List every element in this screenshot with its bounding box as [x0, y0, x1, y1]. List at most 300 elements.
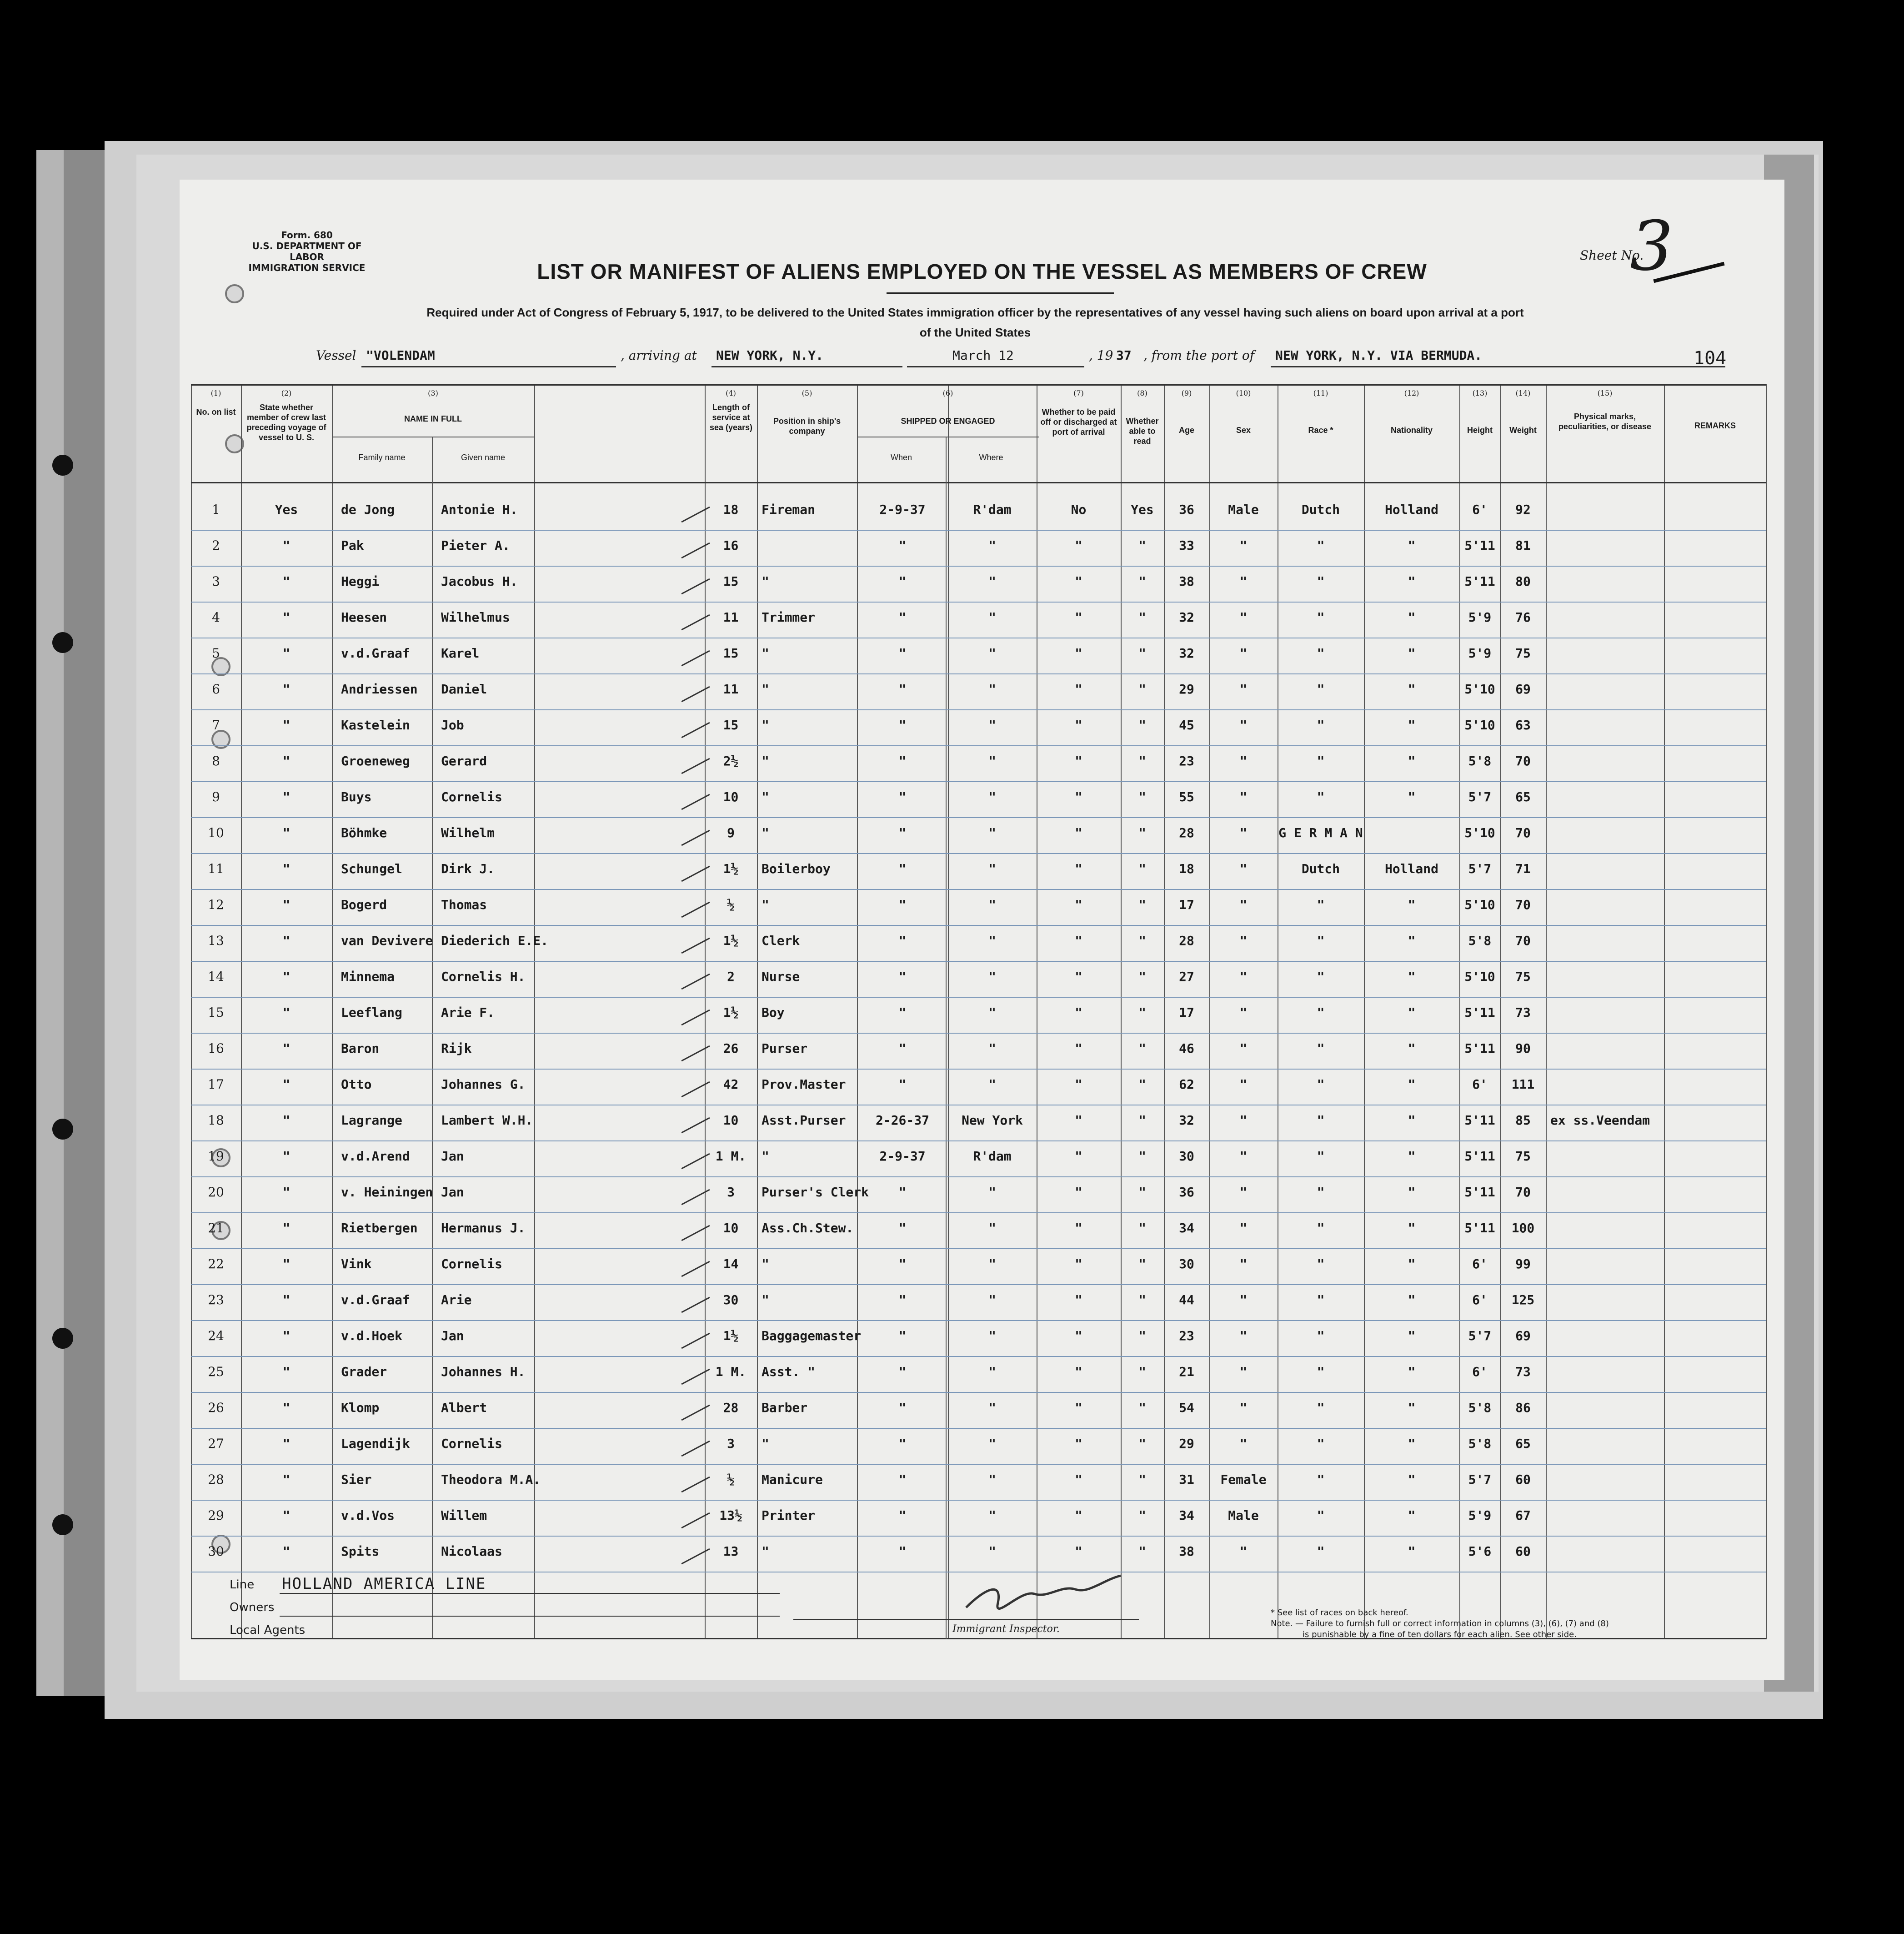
cell-service: 2	[727, 969, 735, 984]
cell-weight: 81	[1515, 538, 1531, 553]
cell-position: "	[762, 789, 769, 804]
cell-where: "	[988, 538, 996, 553]
cell-weight: 70	[1515, 1185, 1531, 1200]
cell-race: "	[1317, 1400, 1325, 1415]
cell-where: "	[988, 1508, 996, 1523]
cell-height: 5'11	[1464, 1221, 1495, 1236]
cell-race: "	[1317, 969, 1325, 984]
cell-weight: 73	[1515, 1364, 1531, 1379]
cell-sex: "	[1239, 538, 1248, 553]
subtitle	[248, 302, 1703, 342]
cell-height: 6'	[1472, 1292, 1488, 1307]
cell-height: 6'	[1472, 1364, 1488, 1379]
cell-sex: "	[1239, 1544, 1248, 1559]
col-num-13: (13)	[1472, 389, 1488, 397]
row-rule	[191, 602, 1766, 603]
cell-race: "	[1317, 1221, 1325, 1236]
row-rule	[191, 889, 1766, 890]
shipping-line-value: HOLLAND AMERICA LINE	[282, 1575, 486, 1593]
table-row	[191, 1430, 1766, 1465]
cell-nat: Holland	[1384, 502, 1438, 517]
cell-weight: 75	[1515, 646, 1531, 661]
cell-given: Rijk	[441, 1041, 472, 1056]
cell-given: Theodora M.A.	[441, 1472, 541, 1487]
table-row	[191, 1286, 1766, 1321]
cell-position: Trimmer	[762, 610, 816, 625]
cell-sex: "	[1239, 861, 1248, 876]
header-race: Race *	[1308, 426, 1333, 435]
cell-when: "	[898, 1508, 907, 1523]
cell-read: "	[1138, 1077, 1146, 1092]
header-shipped-engaged: SHIPPED OR ENGAGED	[901, 417, 995, 426]
cell-service: 1½	[723, 1005, 739, 1020]
cell-prev: "	[282, 1077, 291, 1092]
cell-age: 45	[1179, 718, 1194, 733]
cell-where: "	[988, 969, 996, 984]
cell-when: "	[898, 754, 907, 769]
cell-family: Heesen	[341, 610, 387, 625]
cell-height: 5'11	[1464, 574, 1495, 589]
cell-no: 13	[208, 933, 224, 948]
cell-nat: "	[1408, 1544, 1416, 1559]
cell-service: 15	[723, 718, 739, 733]
cell-no: 29	[208, 1508, 224, 1523]
cell-paid: "	[1075, 1185, 1082, 1200]
cell-given: Willem	[441, 1508, 487, 1523]
cell-service: ½	[727, 1472, 735, 1487]
row-rule	[191, 1284, 1766, 1285]
cell-where: "	[988, 1328, 996, 1343]
cell-sex: "	[1239, 789, 1248, 804]
subtitle-line-1: Required under Act of Congress of February 5, 1917, to be delivered to the United States immigration officer by the representatives of any vessel having such aliens on board upon arrival at a port	[426, 306, 1524, 319]
cell-service: ½	[727, 897, 735, 912]
cell-position: Baggagemaster	[762, 1328, 862, 1343]
cell-service: 30	[723, 1292, 739, 1307]
cell-height: 5'10	[1464, 897, 1495, 912]
cell-service: 18	[723, 502, 739, 517]
cell-prev: "	[282, 682, 291, 697]
cell-age: 17	[1179, 1005, 1194, 1020]
cell-height: 5'11	[1464, 1113, 1495, 1128]
cell-given: Johannes H.	[441, 1364, 526, 1379]
arrival-date: March 12	[952, 348, 1014, 363]
arrival-year: 37	[1116, 348, 1132, 363]
header-position: Position in ship's company	[773, 417, 841, 436]
cell-paid: "	[1075, 1544, 1082, 1559]
cell-height: 5'9	[1468, 1508, 1492, 1523]
cell-when: "	[898, 1292, 907, 1307]
sheet-label: Sheet No.	[1580, 248, 1644, 263]
cell-when: 2-9-37	[879, 502, 926, 517]
cell-sex: Male	[1228, 502, 1259, 517]
cell-nat: "	[1408, 969, 1416, 984]
crew-table	[191, 384, 1766, 1639]
cell-sex: "	[1239, 1292, 1248, 1307]
cell-paid: "	[1075, 1256, 1082, 1271]
sheet-number: 3	[1630, 207, 1674, 286]
cell-paid: "	[1075, 861, 1082, 876]
cell-service: 16	[723, 538, 739, 553]
cell-race: "	[1317, 1185, 1325, 1200]
cell-weight: 73	[1515, 1005, 1531, 1020]
table-row	[191, 963, 1766, 998]
row-rule	[191, 1069, 1766, 1070]
header-length-of-service: Length of service at sea (years)	[709, 403, 753, 432]
cell-service: 11	[723, 610, 739, 625]
cell-paid: "	[1075, 1508, 1082, 1523]
page-title: LIST OR MANIFEST OF ALIENS EMPLOYED ON THE VESSEL AS MEMBERS OF CREW	[537, 260, 1427, 283]
cell-family: van Devivere	[341, 933, 433, 948]
cell-height: 5'7	[1468, 789, 1492, 804]
row-rule	[191, 1356, 1766, 1357]
cell-family: Vink	[341, 1256, 372, 1271]
table-row	[191, 1322, 1766, 1357]
cell-nat: "	[1408, 646, 1416, 661]
cell-when: "	[898, 861, 907, 876]
cell-given: Albert	[441, 1400, 487, 1415]
cell-family: Kastelein	[341, 718, 410, 733]
cell-age: 28	[1179, 933, 1194, 948]
line-label: Line	[230, 1578, 255, 1592]
cell-no: 2	[212, 538, 220, 553]
cell-no: 16	[208, 1041, 224, 1056]
cell-where: "	[988, 610, 996, 625]
cell-race: "	[1317, 1472, 1325, 1487]
cell-height: 5'8	[1468, 1436, 1492, 1451]
header-height: Height	[1467, 426, 1493, 435]
cell-read: "	[1138, 574, 1146, 589]
cell-where: "	[988, 1221, 996, 1236]
cell-when: "	[898, 969, 907, 984]
cell-race: "	[1317, 1364, 1325, 1379]
cell-height: 6'	[1472, 1077, 1488, 1092]
cell-no: 18	[208, 1113, 224, 1128]
cell-nat: "	[1408, 1185, 1416, 1200]
cell-family: Rietbergen	[341, 1221, 418, 1236]
cell-no: 14	[208, 969, 224, 984]
cell-weight: 70	[1515, 825, 1531, 840]
cell-no: 10	[208, 825, 224, 840]
cell-nat: "	[1408, 574, 1416, 589]
subtitle-line-2: of the United States	[919, 326, 1031, 339]
table-row	[191, 568, 1766, 603]
header-paid-off: Whether to be paid off or discharged at port of arrival	[1040, 407, 1117, 437]
cell-sex: "	[1239, 754, 1248, 769]
owners-label: Owners	[230, 1601, 275, 1614]
cell-where: R'dam	[973, 1149, 1012, 1164]
cell-read: "	[1138, 1185, 1146, 1200]
cell-race: "	[1317, 1436, 1325, 1451]
cell-paid: "	[1075, 574, 1082, 589]
cell-height: 5'11	[1464, 1041, 1495, 1056]
cell-prev: "	[282, 538, 291, 553]
cell-height: 5'10	[1464, 969, 1495, 984]
punch-hole	[52, 632, 73, 653]
cell-service: 42	[723, 1077, 739, 1092]
cell-service: 14	[723, 1256, 739, 1271]
cell-given: Cornelis	[441, 1436, 502, 1451]
cell-height: 5'10	[1464, 682, 1495, 697]
cell-given: Cornelis H.	[441, 969, 526, 984]
cell-paid: "	[1075, 933, 1082, 948]
cell-nat: "	[1408, 1292, 1416, 1307]
cell-where: "	[988, 1292, 996, 1307]
cell-height: 5'10	[1464, 825, 1495, 840]
cell-where: "	[988, 1185, 996, 1200]
cell-position: "	[762, 574, 769, 589]
row-rule	[191, 709, 1766, 710]
cell-prev: "	[282, 1221, 291, 1236]
cell-when: "	[898, 646, 907, 661]
cell-race: "	[1317, 789, 1325, 804]
cell-service: 26	[723, 1041, 739, 1056]
cell-nat: "	[1408, 1256, 1416, 1271]
cell-paid: "	[1075, 1472, 1082, 1487]
col-num-2: (2)	[281, 389, 292, 397]
header-name-in-full: NAME IN FULL	[404, 414, 462, 423]
cell-weight: 76	[1515, 610, 1531, 625]
cell-sex: "	[1239, 574, 1248, 589]
cell-nat: "	[1408, 1005, 1416, 1020]
cell-nat: "	[1408, 1041, 1416, 1056]
cell-prev: "	[282, 861, 291, 876]
cell-weight: 69	[1515, 1328, 1531, 1343]
cell-paid: "	[1075, 1436, 1082, 1451]
cell-age: 34	[1179, 1508, 1194, 1523]
cell-family: Grader	[341, 1364, 387, 1379]
cell-nat: "	[1408, 1472, 1416, 1487]
cell-service: 10	[723, 789, 739, 804]
header-sex: Sex	[1236, 426, 1251, 435]
table-row	[191, 927, 1766, 962]
cell-sex: "	[1239, 1041, 1248, 1056]
cell-position: "	[762, 754, 769, 769]
cell-no: 24	[208, 1328, 224, 1343]
cell-given: Lambert W.H.	[441, 1113, 533, 1128]
cell-paid: "	[1075, 646, 1082, 661]
col-num-6: (6)	[942, 389, 953, 397]
cell-position: Asst.Purser	[762, 1113, 846, 1128]
cell-height: 6'	[1472, 502, 1488, 517]
cell-family: Minnema	[341, 969, 395, 984]
cell-when: "	[898, 933, 907, 948]
cell-position: Ass.Ch.Stew.	[762, 1221, 854, 1236]
cell-when: "	[898, 682, 907, 697]
table-row	[191, 496, 1766, 531]
cell-when: "	[898, 789, 907, 804]
col-num-8: (8)	[1137, 389, 1147, 397]
cell-paid: "	[1075, 1149, 1082, 1164]
local-agents-label: Local Agents	[230, 1623, 306, 1637]
cell-given: Thomas	[441, 897, 487, 912]
header-remarks: REMARKS	[1694, 421, 1736, 430]
cell-position: "	[762, 682, 769, 697]
cell-age: 38	[1179, 574, 1194, 589]
row-rule	[191, 1248, 1766, 1249]
cell-paid: "	[1075, 538, 1082, 553]
cell-paid: "	[1075, 969, 1082, 984]
cell-no: 28	[208, 1472, 224, 1487]
cell-no: 22	[208, 1256, 224, 1271]
cell-where: "	[988, 1041, 996, 1056]
cell-given: Job	[441, 718, 464, 733]
cell-nat: "	[1408, 1400, 1416, 1415]
cell-read: "	[1138, 1256, 1146, 1271]
cell-family: Spits	[341, 1544, 380, 1559]
cell-prev: "	[282, 1508, 291, 1523]
cell-weight: 85	[1515, 1113, 1531, 1128]
header-nationality: Nationality	[1390, 426, 1433, 435]
cell-prev: "	[282, 1113, 291, 1128]
cell-when: "	[898, 825, 907, 840]
cell-read: "	[1138, 861, 1146, 876]
table-row	[191, 783, 1766, 819]
cell-no: 11	[208, 861, 224, 876]
row-rule	[191, 1320, 1766, 1321]
cell-paid: No	[1071, 502, 1087, 517]
cell-family: Sier	[341, 1472, 372, 1487]
cell-sex: "	[1239, 1005, 1248, 1020]
cell-service: 11	[723, 682, 739, 697]
header-given-name: Given name	[461, 453, 506, 462]
cell-no: 20	[208, 1185, 224, 1200]
cell-no: 1	[212, 502, 220, 517]
col-num-4: (4)	[726, 389, 736, 397]
cell-nat: "	[1408, 897, 1416, 912]
table-row	[191, 1106, 1766, 1142]
cell-age: 17	[1179, 897, 1194, 912]
cell-given: Wilhelm	[441, 825, 495, 840]
row-rule	[191, 1536, 1766, 1537]
cell-read: "	[1138, 897, 1146, 912]
inspector-label: Immigrant Inspector.	[952, 1623, 1060, 1635]
cell-position: "	[762, 825, 769, 840]
cell-age: 27	[1179, 969, 1194, 984]
cell-race: "	[1317, 1328, 1325, 1343]
cell-prev: "	[282, 754, 291, 769]
cell-family: Baron	[341, 1041, 380, 1056]
table-row	[191, 711, 1766, 747]
cell-sex: "	[1239, 1077, 1248, 1092]
cell-age: 32	[1179, 1113, 1194, 1128]
row-rule	[191, 817, 1766, 818]
cell-read: "	[1138, 825, 1146, 840]
cell-given: Cornelis	[441, 789, 502, 804]
cell-paid: "	[1075, 1400, 1082, 1415]
cell-nat: "	[1408, 789, 1416, 804]
cell-nat: Holland	[1384, 861, 1438, 876]
row-rule	[191, 1500, 1766, 1501]
cell-family: Andriessen	[341, 682, 418, 697]
cell-sex: "	[1239, 1149, 1248, 1164]
cell-weight: 65	[1515, 789, 1531, 804]
cell-family: Buys	[341, 789, 372, 804]
row-rule	[191, 1464, 1766, 1465]
cell-no: 9	[212, 789, 220, 804]
page-number: 104	[1694, 348, 1727, 369]
cell-race: "	[1317, 646, 1325, 661]
cell-race: "	[1317, 1292, 1325, 1307]
cell-no: 12	[208, 897, 224, 912]
cell-race: Dutch	[1301, 502, 1340, 517]
cell-family: v.d.Vos	[341, 1508, 395, 1523]
cell-position: Boilerboy	[762, 861, 831, 876]
cell-remarks: ex ss.Veendam	[1550, 1113, 1650, 1128]
cell-given: Dirk J.	[441, 861, 495, 876]
cell-given: Jan	[441, 1328, 464, 1343]
cell-where: "	[988, 861, 996, 876]
cell-prev: "	[282, 1005, 291, 1020]
cell-position: "	[762, 718, 769, 733]
cell-service: 10	[723, 1221, 739, 1236]
cell-race: "	[1317, 610, 1325, 625]
cell-prev: "	[282, 718, 291, 733]
fine-note-2: is punishable by a fine of ten dollars for each alien. See other side.	[1303, 1630, 1577, 1639]
col-num-9: (9)	[1181, 389, 1192, 397]
col-num-14: (14)	[1515, 389, 1531, 397]
cell-paid: "	[1075, 610, 1082, 625]
cell-no: 30	[208, 1544, 224, 1559]
cell-age: 28	[1179, 825, 1194, 840]
cell-family: Heggi	[341, 574, 380, 589]
cell-service: 15	[723, 646, 739, 661]
cell-weight: 86	[1515, 1400, 1531, 1415]
cell-height: 5'8	[1468, 1400, 1492, 1415]
cell-position: "	[762, 1292, 769, 1307]
cell-weight: 75	[1515, 969, 1531, 984]
cell-position: "	[762, 1149, 769, 1164]
cell-given: Karel	[441, 646, 480, 661]
cell-when: "	[898, 1221, 907, 1236]
cell-given: Johannes G.	[441, 1077, 526, 1092]
cell-paid: "	[1075, 682, 1082, 697]
cell-age: 32	[1179, 610, 1194, 625]
table-row	[191, 603, 1766, 639]
cell-sex: "	[1239, 682, 1248, 697]
cell-prev: "	[282, 897, 291, 912]
cell-given: Jacobus H.	[441, 574, 518, 589]
cell-sex: "	[1239, 933, 1248, 948]
cell-service: 3	[727, 1436, 735, 1451]
punch-hole	[52, 455, 73, 476]
cell-read: "	[1138, 1364, 1146, 1379]
col-num-7: (7)	[1073, 389, 1084, 397]
cell-age: 33	[1179, 538, 1194, 553]
cell-weight: 70	[1515, 933, 1531, 948]
cell-no: 17	[208, 1077, 224, 1092]
cell-weight: 63	[1515, 718, 1531, 733]
cell-race: "	[1317, 574, 1325, 589]
cell-read: Yes	[1131, 502, 1154, 517]
punch-hole	[52, 1328, 73, 1349]
table-row	[191, 999, 1766, 1034]
cell-race: "	[1317, 1005, 1325, 1020]
service: IMMIGRATION SERVICE	[248, 262, 366, 273]
cell-race: "	[1317, 718, 1325, 733]
table-row	[191, 1035, 1766, 1070]
cell-service: 9	[727, 825, 735, 840]
cell-family: Lagrange	[341, 1113, 402, 1128]
cell-nat: "	[1408, 1077, 1416, 1092]
cell-age: 29	[1179, 1436, 1194, 1451]
cell-sex: "	[1239, 1256, 1248, 1271]
cell-read: "	[1138, 718, 1146, 733]
cell-age: 38	[1179, 1544, 1194, 1559]
cell-no: 8	[212, 754, 220, 769]
cell-weight: 99	[1515, 1256, 1531, 1271]
cell-where: "	[988, 789, 996, 804]
header-prev-voyage: State whether member of crew last preceding voyage of vessel to U. S.	[246, 403, 326, 442]
